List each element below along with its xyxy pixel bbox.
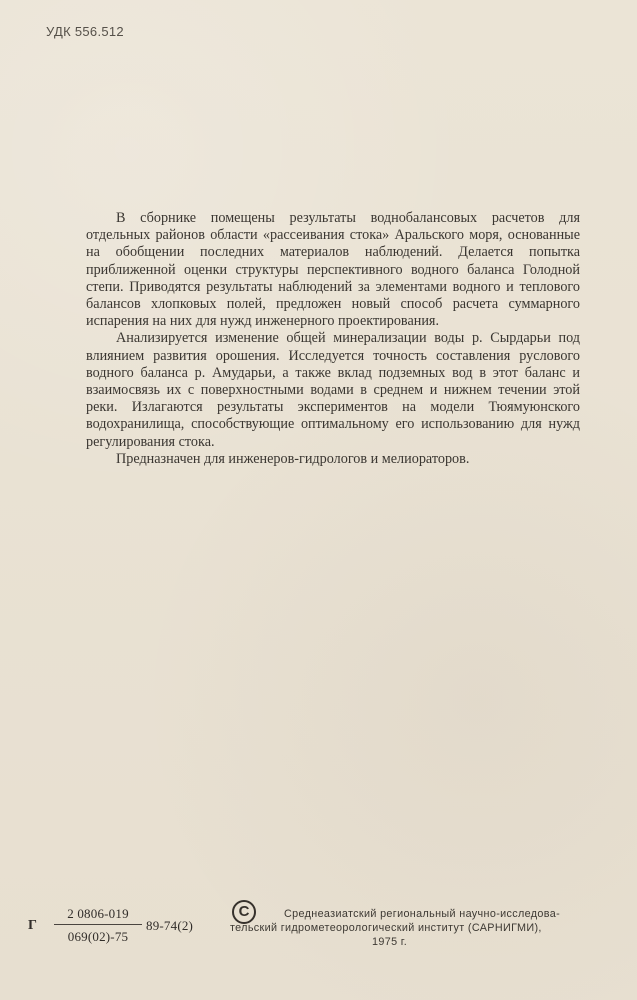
index-denominator: 069(02)-75 [67, 929, 129, 944]
abstract-paragraph-3: Предназначен для инженеров-гидрологов и мелиораторов. [116, 450, 470, 467]
abstract-paragraph-2: Анализируется изменение общей минерализации воды р. Сырдарьи под влиянием развития орошения. Исследуется точность составления руслового водного баланса р. Амударьи, а также вклад подземных вод в этот баланс и взаимосвязь их с поверхностными водами в среднем и нижнем течении этой реки. Излагаются результаты экспериментов на модели Тюямуюнского водохранилища, способствующие оптимальному его использованию для нужд регулирования стока. [86, 330, 580, 450]
abstract-paragraph-1: В сборнике помещены результаты воднобалансовых расчетов для отдельных районов области «рассеивания стока» Аральского моря, основанные на обобщении последних материалов наблюдений. Делается попытка приближенной оценки структуры перспективного водного баланса Голодной степи. Приводятся результаты наблюдений за элементами водного и теплового балансов хлопковых полей, предложен новый способ расчета суммарного испарения на них для нужд инженерного проектирования. [86, 210, 580, 330]
index-letter: Г [28, 918, 37, 933]
copyright-icon: C [232, 900, 256, 924]
publication-index-code [28, 906, 218, 950]
publisher-line-2: тельский гидрометеорологический институт (САРНИГМИ), [230, 922, 542, 934]
publisher-line-3: 1975 г. [372, 936, 408, 948]
index-numerator: 2 0806-019 [54, 906, 142, 925]
index-suffix: 89-74(2) [146, 918, 194, 933]
abstract-text [86, 210, 580, 468]
udc-code: УДК 556.512 [46, 24, 124, 39]
publisher-line-1: Среднеазиатский региональный научно-исследова- [284, 908, 561, 920]
